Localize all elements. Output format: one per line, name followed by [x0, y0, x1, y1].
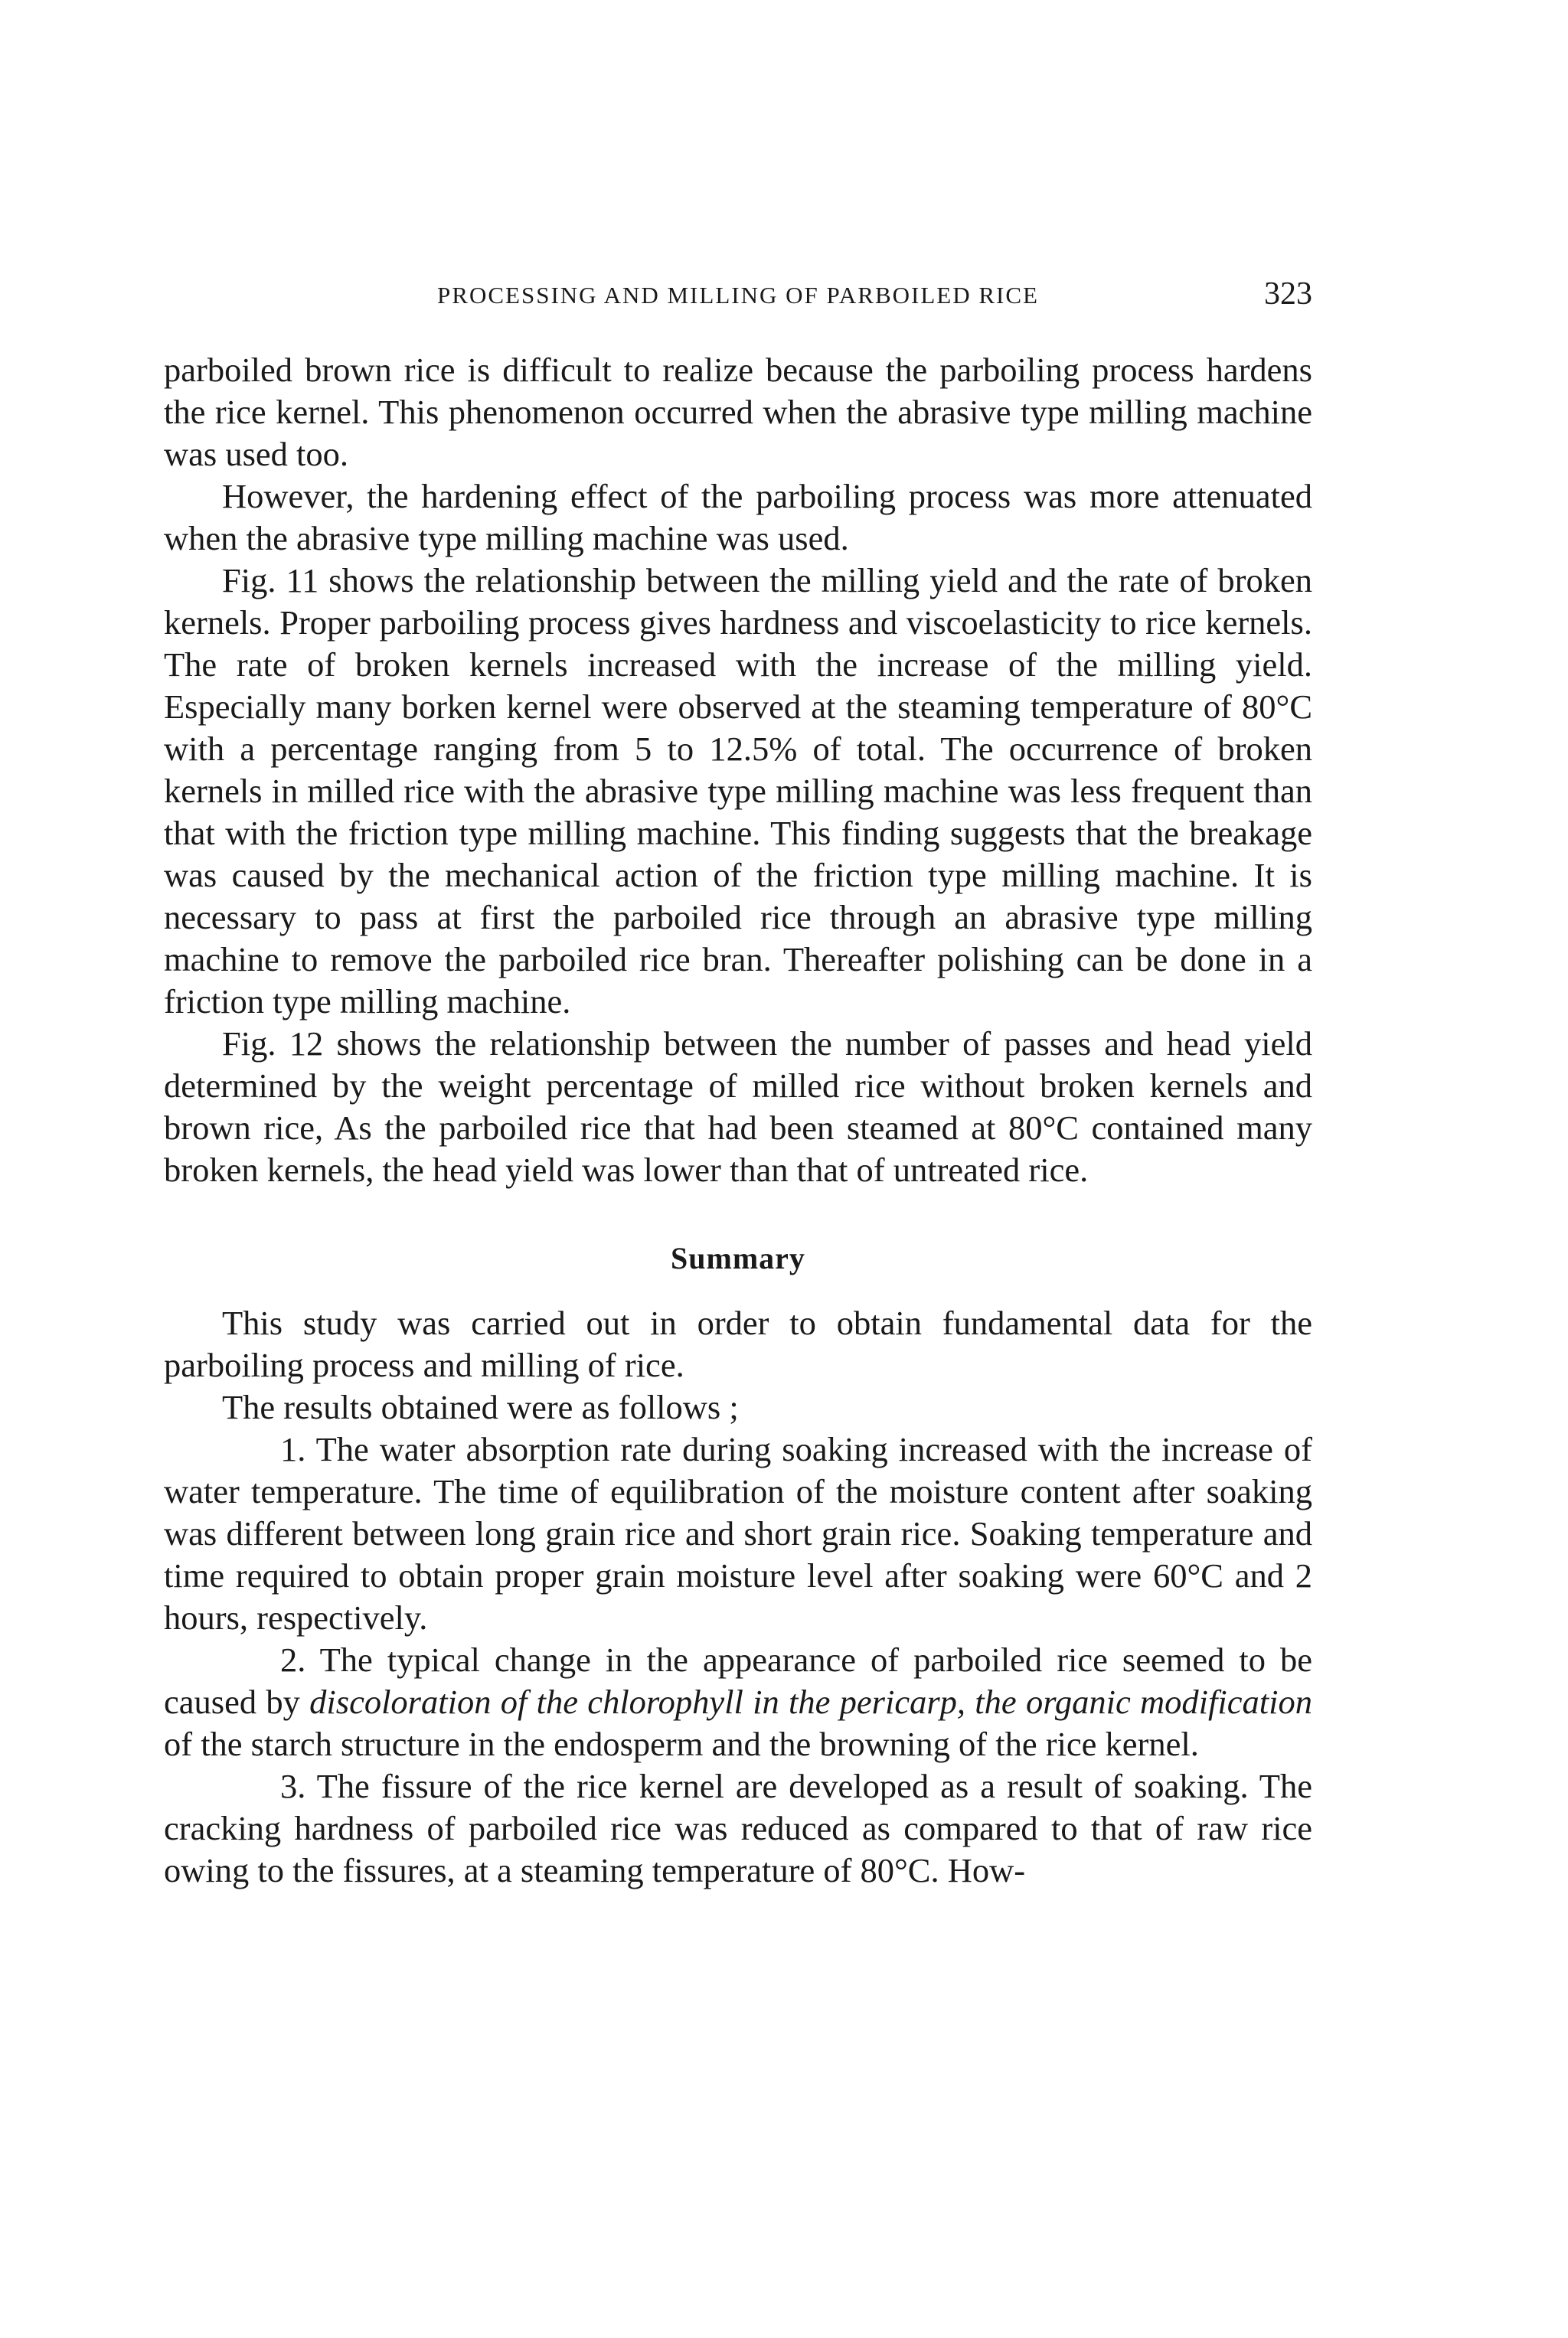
- paragraph-fig11: Fig. 11 shows the relationship between the milling yield and the rate of broken kernels. Proper parboiling process gives hardness and viscoelasticity to rice kernels. The rate of broken kernels increased with the increase of the milling yield. Especially many borken kernel were observed at the steaming temperature of 80°C with a percentage ranging from 5 to 12.5% of total. The occurrence of broken kernels in milled rice with the abrasive type milling machine was less frequent than that with the friction type milling machine. This finding suggests that the breakage was caused by the mechanical action of the friction type milling machine. It is necessary to pass at first the parboiled rice through an abrasive type milling machine to remove the parboiled rice bran. Thereafter polishing can be done in a friction type milling machine.: [164, 561, 1312, 1020]
- summary-item-2: [164, 1639, 1312, 1765]
- summary-item-text: The fissure of the rice kernel are developed as a result of soaking. The cracking hardness of parboiled rice was reduced as compared to that of raw rice owing to the fissures, at a steaming temperature of 80°C. How-: [164, 1767, 1312, 1889]
- running-title: PROCESSING AND MILLING OF PARBOILED RICE: [437, 282, 1039, 309]
- paragraph-hardening: However, the hardening effect of the parboiling process was more attenuated when the abrasive type milling machine was used.: [164, 477, 1312, 557]
- summary-item-text: of the starch structure in the endosperm and the browning of the rice kernel.: [164, 1725, 1199, 1763]
- page-number: 323: [1264, 276, 1312, 312]
- running-head: [164, 276, 1312, 322]
- summary-heading: Summary: [671, 1241, 805, 1275]
- body-text: [164, 349, 1312, 1892]
- summary-item-1: [164, 1429, 1312, 1639]
- page: [164, 276, 1312, 1892]
- paragraph-continued: parboiled brown rice is difficult to realize because the parboiling process hardens the rice kernel. This phenomenon occurred when the abrasive type milling machine was used too.: [164, 351, 1312, 473]
- summary-results-intro: The results obtained were as follows ;: [222, 1388, 739, 1426]
- summary-item-text: The water absorption rate during soaking increased with the increase of water temperature. The time of equilibration of the moisture content after soaking was different between long grain rice and short grain rice. Soaking temperature and time required to obtain proper grain moisture level after soaking were 60°C and 2 hours, respectively.: [164, 1430, 1312, 1637]
- summary-item-number: 2.: [280, 1641, 306, 1679]
- summary-intro: This study was carried out in order to obtain fundamental data for the parboiling process and milling of rice.: [164, 1304, 1312, 1384]
- summary-item-number: 1.: [280, 1430, 306, 1468]
- summary-item-3: [164, 1765, 1312, 1892]
- paragraph-fig12: Fig. 12 shows the relationship between the number of passes and head yield determined by the weight percentage of milled rice without broken kernels and brown rice, As the parboiled rice that had been steamed at 80°C contained many broken kernels, the head yield was lower than that of untreated rice.: [164, 1024, 1312, 1189]
- summary-item-italic-text: discoloration of the chlorophyll in the pericarp, the organic modification: [309, 1683, 1312, 1721]
- summary-item-text: The typical change in the appearance of parboiled rice seemed to be caused by: [164, 1641, 1312, 1721]
- summary-item-number: 3.: [280, 1767, 306, 1805]
